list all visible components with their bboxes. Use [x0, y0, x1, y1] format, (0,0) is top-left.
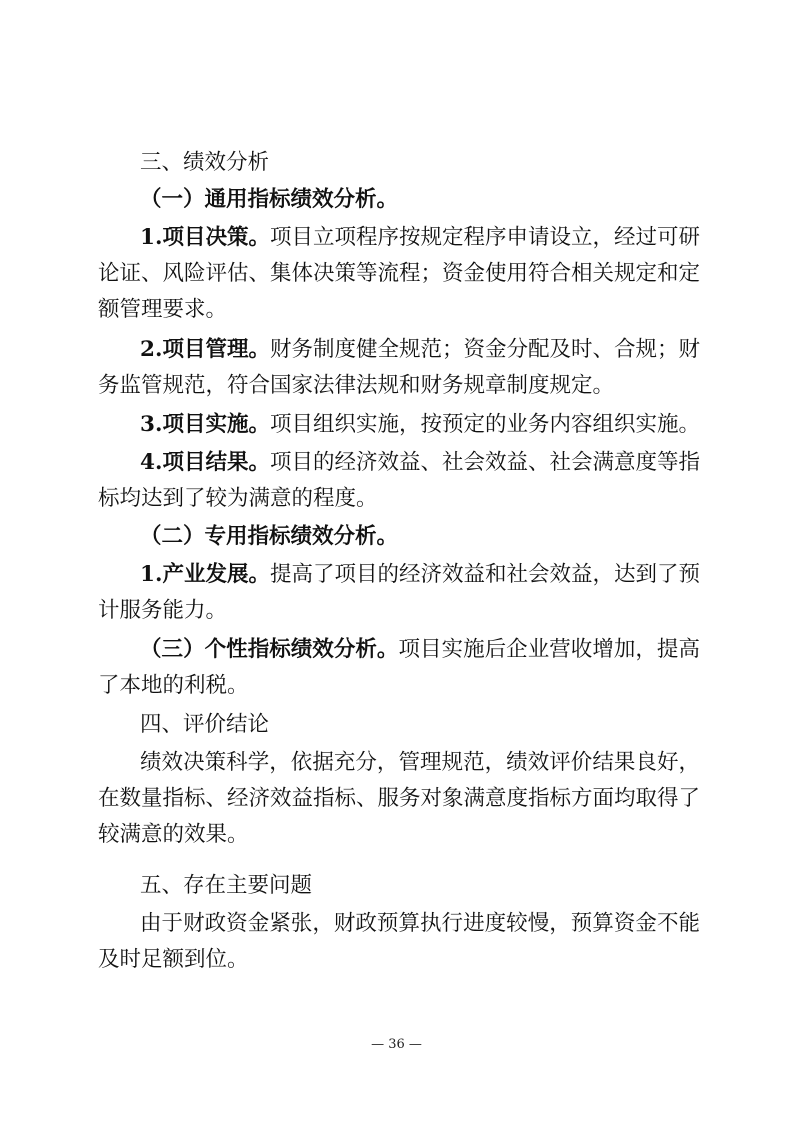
problems-paragraph: 由于财政资金紧张，财政预算执行进度较慢，预算资金不能	[140, 911, 700, 936]
item-industry-development: 1.产业发展。提高了项目的经济效益和社会效益，达到了预	[140, 562, 700, 587]
paragraph-line: 计服务能力。	[98, 598, 228, 623]
section-3-heading: 三、绩效分析	[140, 150, 270, 175]
section-5-heading: 五、存在主要问题	[140, 873, 313, 898]
item-project-management: 2.项目管理。财务制度健全规范；资金分配及时、合规；财	[140, 337, 700, 362]
individual-indicators-paragraph: （三）个性指标绩效分析。项目实施后企业营收增加，提高	[140, 637, 700, 662]
paragraph-line: 在数量指标、经济效益指标、服务对象满意度指标方面均取得了	[98, 786, 701, 811]
paragraph-line: 论证、风险评估、集体决策等流程；资金使用符合相关规定和定	[98, 261, 701, 286]
paragraph-line: 及时足额到位。	[98, 947, 249, 972]
paragraph-line: 务监管规范，符合国家法律法规和财务规章制度规定。	[98, 373, 615, 398]
paragraph-line: 较满意的效果。	[98, 822, 249, 847]
general-indicators-heading: （一）通用指标绩效分析。	[140, 187, 399, 212]
paragraph-line: 了本地的利税。	[98, 673, 249, 698]
paragraph-line: 额管理要求。	[98, 297, 228, 322]
conclusion-paragraph: 绩效决策科学，依据充分，管理规范，绩效评价结果良好，	[140, 750, 700, 775]
item-project-decision: 1.项目决策。项目立项程序按规定程序申请设立，经过可研	[140, 225, 700, 250]
page-number: — 36 —	[371, 1037, 422, 1052]
item-project-implementation: 3.项目实施。项目组织实施，按预定的业务内容组织实施。	[140, 412, 700, 437]
item-project-results: 4.项目结果。项目的经济效益、社会效益、社会满意度等指	[140, 450, 700, 475]
section-4-heading: 四、评价结论	[140, 712, 270, 737]
specific-indicators-heading: （二）专用指标绩效分析。	[140, 524, 399, 549]
paragraph-line: 标均达到了较为满意的程度。	[98, 486, 378, 511]
